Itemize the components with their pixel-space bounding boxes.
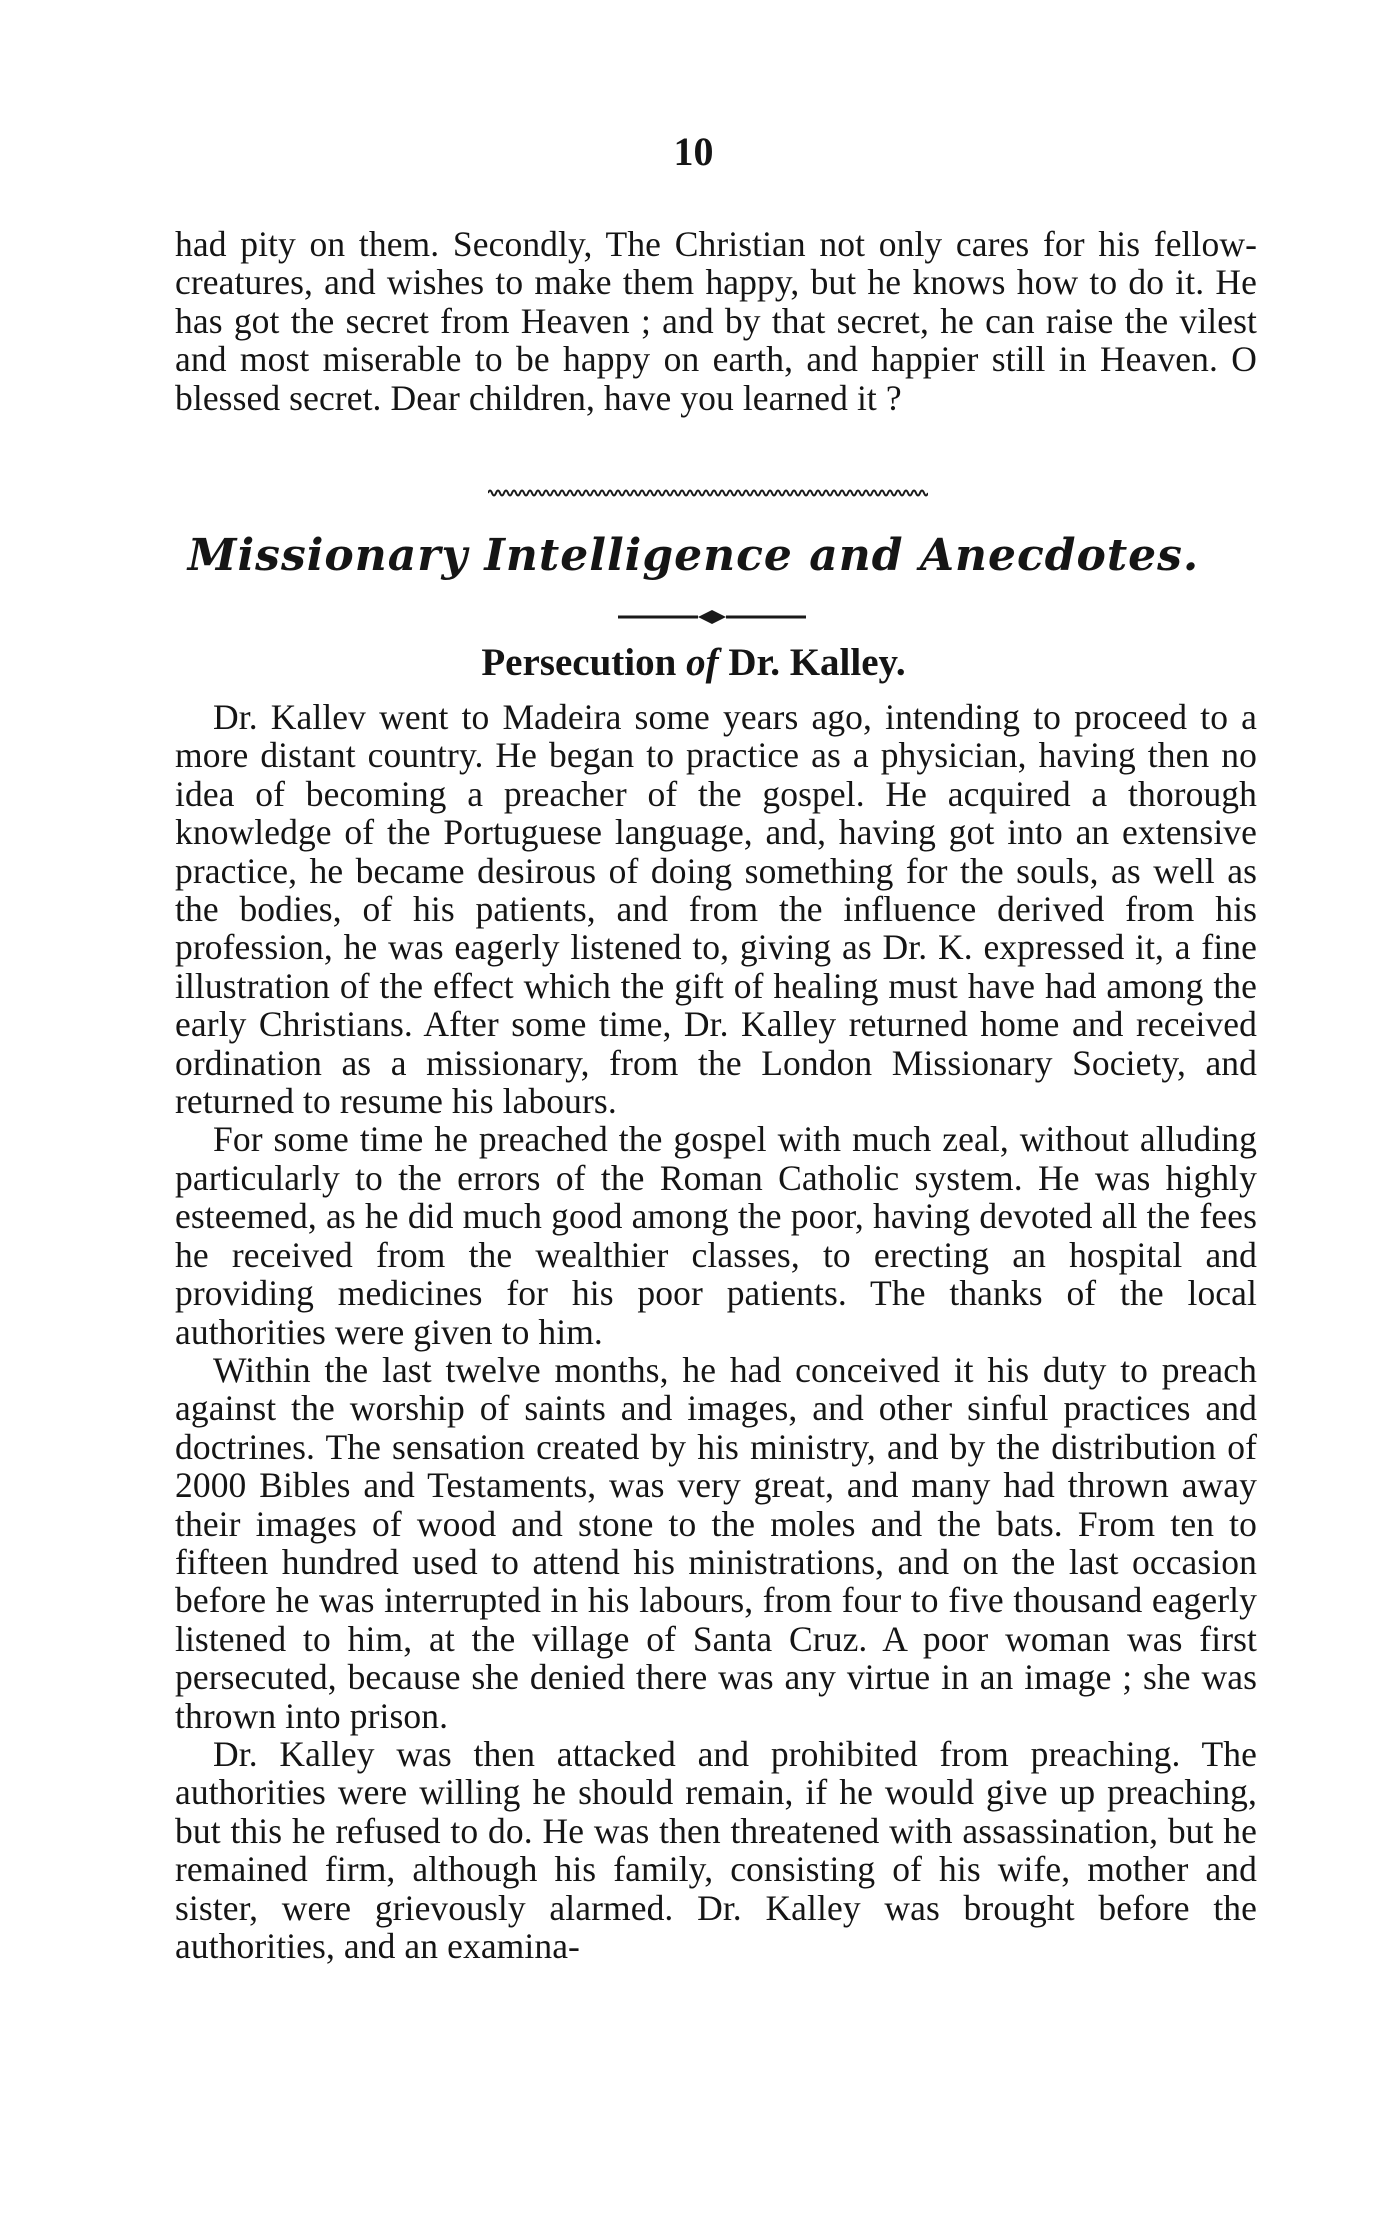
article-paragraph: Dr. Kalley was then attacked and prohibited from preaching. The authorities were willing he should remain, if he would give up preaching, but this he refused to do. He was then threatened with assassination, but he remained firm, although his family, consisting of his wife, mother and sister, were grievously alarmed. Dr. Kalley was brought before the authorities, and an examina- bbox=[175, 1733, 1257, 1966]
wavy-divider bbox=[488, 486, 928, 500]
article-body bbox=[175, 698, 1257, 1965]
article-paragraph: Dr. Kallev went to Madeira some years ago, intending to proceed to a more distant country. He began to practice as a physician, having then no idea of becoming a preacher of the gospel. He acquired a thorough knowledge of the Portuguese language, and, having got into an extensive practice, he became desirous of doing something for the souls, as well as the bodies, of his patients, and from the influence derived from his profession, he was eagerly listened to, giving as Dr. K. expressed it, a fine illustration of the effect which the gift of healing must have had among the early Christians. After some time, Dr. Kalley returned home and received ordination as a missionary, from the London Missionary Society, and returned to resume his labours. bbox=[175, 697, 1257, 1122]
intro-text bbox=[175, 225, 1257, 417]
article-paragraph: Within the last twelve months, he had conceived it his duty to preach against the worship of saints and images, and other sinful practices and doctrines. The sensation created by his ministry, and by the distribution of 2000 Bibles and Testaments, was very great, and many had thrown away their images of wood and stone to the moles and the bats. From ten to fifteen hundred used to attend his ministrations, and on the last occasion before he was interrupted in his labours, from four to five thousand eagerly listened to him, at the village of Santa Cruz. A poor woman was first persecuted, because she denied there was any virtue in an image ; she was thrown into prison. bbox=[175, 1349, 1257, 1736]
diamond-rule-ornament bbox=[612, 608, 812, 626]
intro-paragraph: had pity on them. Secondly, The Christian not only cares for his fellow-creatures, and wishes to make them happy, but he knows how to do it. He has got the secret from Heaven ; and by that secret, he can raise the vilest and most miserable to be happy on earth, and happier still in Heaven. O blessed secret. Dear children, have you learned it ? bbox=[175, 224, 1257, 418]
article-title-word-3: Dr. Kalley. bbox=[728, 641, 906, 684]
article-title bbox=[0, 638, 1387, 688]
article-paragraph: For some time he preached the gospel with much zeal, without alluding particularly to the errors of the Roman Catholic system. He was highly esteemed, as he did much good among the poor, having devoted all the fees he received from the wealthier classes, to erecting an hospital and providing medicines for his poor patients. The thanks of the local authorities were given to him. bbox=[175, 1119, 1257, 1352]
article-title-word-2: of bbox=[686, 641, 719, 684]
article-title-word-1: Persecution bbox=[481, 641, 677, 684]
section-heading: Missionary Intelligence and Anecdotes. bbox=[187, 530, 1200, 581]
page-number: 10 bbox=[673, 129, 714, 174]
